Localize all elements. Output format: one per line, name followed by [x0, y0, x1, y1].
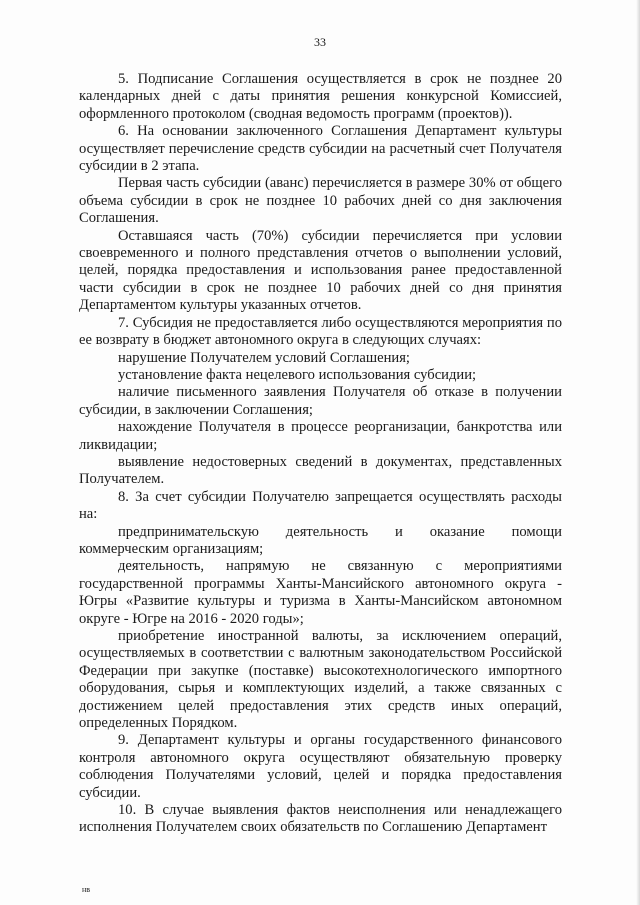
- paragraph-8-prohibited: 8. За счет субсидии Получателю запрещается осуществлять расходы на:: [79, 488, 562, 523]
- list-item-refusal-statement: наличие письменного заявления Получателя об отказе в получении субсидии, в заключении Соглашения;: [79, 384, 562, 418]
- paragraph-5-signing: 5. Подписание Соглашения осуществляется в срок не позднее 20 календарных дней с даты принятия решения конкурсной Комиссией, оформленного протоколом (сводная ведомость программ (проектов)).: [79, 71, 562, 122]
- list-item-misuse: установление факта нецелевого использования субсидии;: [118, 366, 477, 383]
- paragraph-10-nonfulfillment: 10. В случае выявления фактов неисполнения или ненадлежащего исполнения Получателем своих обязательств по Соглашению Департамент: [79, 802, 562, 836]
- list-item-false-data: выявление недостоверных сведений в документах, представленных Получателем.: [79, 453, 562, 488]
- paragraph-6-transfer: 6. На основании заключенного Соглашения Департамент культуры осуществляет перечисление средств субсидии на расчетный счет Получателя субсидии в 2 этапа.: [79, 123, 562, 175]
- page-number: 33: [314, 35, 326, 49]
- paragraph-7-refusal: 7. Субсидия не предоставляется либо осуществляются мероприятия по ее возврату в бюджет автономного округа в следующих случаях:: [79, 314, 562, 349]
- page-edge-shadow: [636, 0, 640, 905]
- paragraph-remaining-part: Оставшаяся часть (70%) субсидии перечисляется при условии своевременного и полного представления отчетов о выполнении условий, целей, порядка предоставления и использования ранее предоставленной части субсидии в срок не позднее 10 рабочих дней со дня принятия Департаментом культуры указанных отчетов.: [79, 227, 562, 314]
- document-body: [79, 71, 562, 837]
- paragraph-first-part: Первая часть субсидии (аванс) перечисляется в размере 30% от общего объема субсидии в срок не позднее 10 рабочих дней со дня заключения Соглашения.: [79, 175, 562, 227]
- paragraph-9-control: 9. Департамент культуры и органы государственного финансового контроля автономного округа осуществляют обязательную проверку соблюдения Получателями условий, целей и порядка предоставления субсидии.: [79, 732, 562, 801]
- list-item-violation: нарушение Получателем условий Соглашения;: [118, 349, 410, 366]
- list-item-business: предпринимательскую деятельность и оказание помощи коммерческим организациям;: [79, 523, 562, 557]
- list-item-reorganization: нахождение Получателя в процессе реорганизации, банкротства или ликвидации;: [79, 419, 562, 453]
- list-item-unrelated: деятельность, напрямую не связанную с мероприятиями государственной программы Ханты-Мансийского автономного округа - Югры «Развитие культуры и туризма в Ханты-Мансийском автономном округе - Югре на 2016 - 2020 годы»;: [79, 558, 562, 627]
- footer-code: нв: [82, 885, 91, 894]
- list-item-currency: приобретение иностранной валюты, за исключением операций, осуществляемых в соответствии с валютным законодательством Российской Федерации при закупке (поставке) высокотехнологического импортного оборудования, сырья и комплектующих изделий, а также связанных с достижением целей предоставления этих средств иных операций, определенных Порядком.: [79, 628, 562, 732]
